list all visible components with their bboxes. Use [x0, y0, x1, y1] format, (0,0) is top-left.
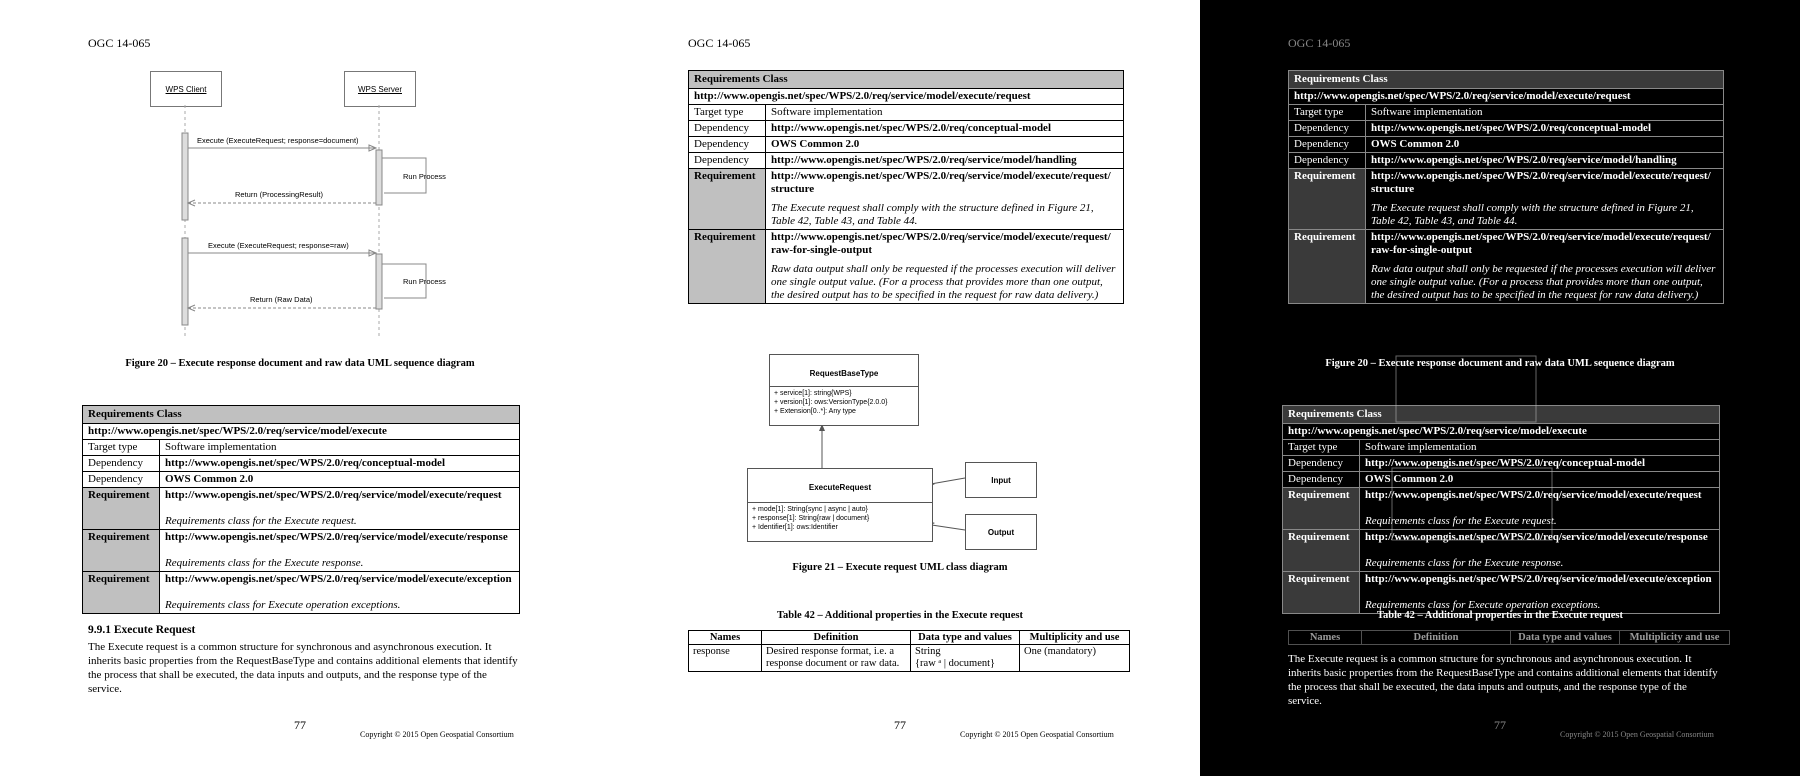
table-row: response Desired response format, i.e. a response document or raw data. String {raw ᵃ | document} One (mandatory): [689, 645, 1130, 672]
table-42-title: Table 42 – Additional properties in the Execute request: [777, 610, 1023, 621]
wps-client-lifeline: WPS Client: [150, 71, 222, 107]
section-body: The Execute request is a common structure for synchronous and asynchronous execution. It inherits basic properties from the RequestBaseType and contains additional elements that identify the process that shall be executed, the data inputs and outputs, and the response type of the service.: [88, 641, 518, 695]
table-row: Dependency http://www.opengis.net/spec/WPS/2.0/req/conceptual-model: [83, 456, 520, 472]
class-diagram-ghost: [1390, 352, 1560, 552]
request-base-type-class: RequestBaseType + service[1]: string{WPS} + version[1]: ows:VersionType{2.0.0} + Extension[0..*]: Any type: [769, 354, 919, 426]
wps-server-lifeline: WPS Server: [344, 71, 416, 107]
return-processing-result-message: Return (ProcessingResult): [235, 190, 323, 199]
table-row: Target type Software implementation: [83, 440, 520, 456]
execute-request-class: ExecuteRequest + mode[1]: String{sync | async | auto} + response[1]: String{raw | document} + Identifier[1]: ows:Identifier: [747, 468, 933, 542]
requirements-class-execute: [82, 405, 520, 614]
class-diagram: [745, 352, 1045, 552]
copyright: Copyright © 2015 Open Geospatial Consortium: [1560, 730, 1714, 739]
figure-20-caption: Figure 20 – Execute response document and raw data UML sequence diagram: [1325, 358, 1675, 369]
page-left: [0, 0, 600, 776]
requirement-row: Requirement http://www.opengis.net/spec/WPS/2.0/req/service/model/execute/request Requirements class for the Execute request.: [83, 488, 520, 530]
page-header: OGC 14-065: [88, 36, 151, 50]
requirement-row: Requirement http://www.opengis.net/spec/WPS/2.0/req/service/model/execute/exception Requirements class for Execute operation exceptions.: [83, 572, 520, 614]
section-body: The Execute request is a common structure for synchronous and asynchronous execution. It inherits basic properties from the RequestBaseType and contains additional elements that identify the process that shall be executed, the data inputs and outputs, and the response type of the service.: [1288, 653, 1718, 707]
requirements-class-execute-request: [688, 70, 1124, 304]
requirement-row: Requirement http://www.opengis.net/spec/WPS/2.0/req/service/model/execute/response Requirements class for the Execute response.: [83, 530, 520, 572]
run-process-label-2: Run Process: [403, 277, 446, 286]
run-process-label: Run Process: [403, 172, 446, 181]
sequence-diagram: [140, 68, 450, 338]
table-row: Dependency http://www.opengis.net/spec/WPS/2.0/req/conceptual-model: [689, 121, 1124, 137]
return-raw-data-message: Return (Raw Data): [250, 295, 313, 304]
requirement-row: Requirement http://www.opengis.net/spec/WPS/2.0/req/service/model/execute/request/ raw-for-single-output Raw data output shall only be requested if the processes execution will deliver one single output value. (For a process that provides more than one output, the desired output has to be specified in the request for raw data delivery.): [689, 230, 1124, 304]
input-class: Input: [965, 462, 1037, 498]
table-42: Names Definition Data type and values Multiplicity and use: [1288, 630, 1730, 645]
execute-raw-message: Execute (ExecuteRequest; response=raw): [208, 241, 349, 250]
requirements-class-execute-request: Requirements Class http://www.opengis.net/spec/WPS/2.0/req/service/model/execute/request Target type Software implementation Dependency http://www.opengis.net/spec/WPS/2.0/req/conceptual-model Dependency OWS Common 2.0 Dependency http://www.opengis.net/spec/WPS/2.0/req/service/model/handling Requirement http://www.opengis.net/spec/WPS/2.0/req/service/model/execute/request/ structure The Execute request shall comply with the structure defined in Figure 21, Table 42, Table 43, and Table 44. Requirement http://www.opengis.net/spec/WPS/2.0/req/service/model/execute/request/ raw-for-single-output Raw data output shall only be requested if the processes execution will deliver one single output value. (For a process that provides more than one output, the desired output has to be specified in the request for raw data delivery.): [1288, 70, 1724, 304]
table-row: Dependency OWS Common 2.0: [689, 137, 1124, 153]
figure-20-caption: Figure 20 – Execute response document and raw data UML sequence diagram: [125, 358, 475, 369]
table-row: Target type Software implementation: [689, 105, 1124, 121]
column-header: Names: [689, 631, 762, 645]
execute-document-message: Execute (ExecuteRequest; response=document): [197, 136, 359, 145]
table-42: [688, 630, 1130, 672]
table-row: Dependency http://www.opengis.net/spec/WPS/2.0/req/service/model/handling: [689, 153, 1124, 169]
table-head: Requirements Class: [689, 71, 1124, 89]
copyright: Copyright © 2015 Open Geospatial Consortium: [360, 730, 514, 739]
table-42-title: Table 42 – Additional properties in the Execute request: [1377, 610, 1623, 621]
figure-21-caption: Figure 21 – Execute request UML class diagram: [792, 562, 1008, 573]
requirements-class-execute: Requirements Class http://www.opengis.net/spec/WPS/2.0/req/service/model/execute Target type Software implementation Dependency http://www.opengis.net/spec/WPS/2.0/req/conceptual-model Dependency OWS Common 2.0 Requirement http://www.opengis.net/spec/WPS/2.0/req/service/model/execute/request Requirements class for the Execute request. Requirement http://www.opengis.net/spec/WPS/2.0/req/service/model/execute/response Requirements class for the Execute response. Requirement http://www.opengis.net/spec/WPS/2.0/req/service/model/execute/exception Requirements class for Execute operation exceptions.: [1282, 405, 1720, 614]
column-header: Definition: [762, 631, 911, 645]
column-header: Multiplicity and use: [1020, 631, 1130, 645]
copyright: Copyright © 2015 Open Geospatial Consortium: [960, 730, 1114, 739]
ghost-boxes: [1390, 352, 1560, 552]
class-uri: http://www.opengis.net/spec/WPS/2.0/req/service/model/execute/request: [689, 89, 1124, 105]
table-row: Dependency OWS Common 2.0: [83, 472, 520, 488]
requirement-row: Requirement http://www.opengis.net/spec/WPS/2.0/req/service/model/execute/request/ structure The Execute request shall comply with the structure defined in Figure 21, Table 42, Table 43, and Table 44.: [689, 169, 1124, 230]
column-header: Data type and values: [911, 631, 1020, 645]
page-number: 77: [294, 718, 306, 732]
table-head: Requirements Class: [83, 406, 520, 424]
page-header: OGC 14-065: [688, 36, 751, 50]
page-middle: [600, 0, 1200, 776]
page-number: 77: [1494, 718, 1506, 732]
page-number: 77: [894, 718, 906, 732]
section-heading: 9.9.1 Execute Request: [88, 624, 196, 636]
class-uri: http://www.opengis.net/spec/WPS/2.0/req/service/model/execute: [83, 424, 520, 440]
page-header: OGC 14-065: [1288, 36, 1351, 50]
output-class: Output: [965, 514, 1037, 550]
page-right-overlay: [1200, 0, 1800, 776]
